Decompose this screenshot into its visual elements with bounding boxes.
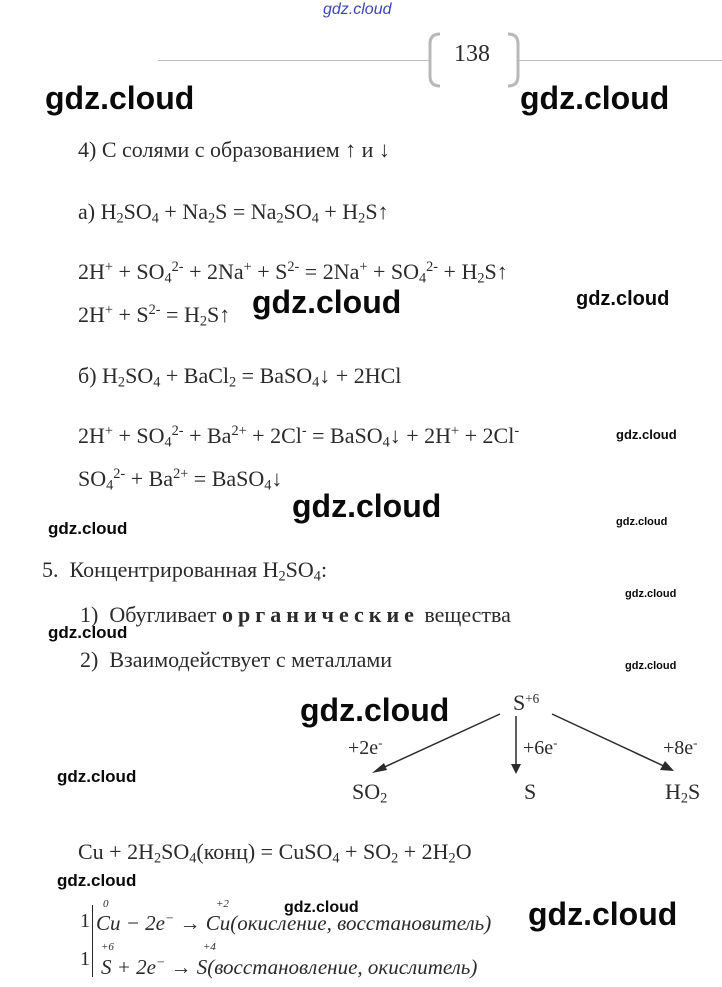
- item5-point1: 1) Обугливает органические вещества: [80, 602, 511, 627]
- balance-coef-2: 1: [80, 948, 90, 970]
- item5-heading: 5. Концентрированная $H_2SO_4$:: [42, 557, 328, 585]
- diagram-right-electrons: +8e-: [663, 734, 698, 759]
- diagram-mid-product: S: [524, 779, 537, 804]
- watermark: gdz.cloud: [300, 692, 450, 728]
- diagram-left-product: $SO_2$: [352, 779, 388, 807]
- header-rule-right: [518, 60, 722, 61]
- equation-b-molecular: б) $H_2SO_4$ + BaCl$_2$ = BaSO$_4$↓ + 2HCl: [78, 363, 402, 391]
- balance-line2: S + 2e− → S(восстановление, окислитель): [101, 954, 478, 979]
- balance-divider: [92, 905, 93, 977]
- watermark: gdz.cloud: [284, 899, 359, 916]
- watermark: gdz.cloud: [576, 288, 670, 310]
- diagram-right-product: $H_2S$: [665, 779, 701, 807]
- watermark: gdz.cloud: [520, 80, 670, 116]
- watermark: gdz.cloud: [45, 80, 195, 116]
- watermark: gdz.cloud: [625, 588, 677, 600]
- item5-point2: 2) Взаимодействует с металлами: [80, 647, 393, 672]
- balance-line1: Cu − 2e− → Cu(окисление, восстановитель): [96, 910, 492, 935]
- balance-line2-ox2: +4: [203, 941, 216, 953]
- balance-line1-ox2: +2: [216, 898, 229, 910]
- page-number: 138: [454, 41, 490, 67]
- watermark: gdz.cloud: [625, 660, 677, 672]
- header-rule-left: [158, 60, 430, 61]
- item4-heading: 4) С солями с образованием ↑ и ↓: [78, 137, 390, 162]
- watermark: gdz.cloud: [292, 488, 442, 524]
- watermark: gdz.cloud: [528, 896, 678, 932]
- balance-line1-ox1: 0: [103, 898, 109, 910]
- watermark: gdz.cloud: [252, 284, 402, 320]
- diagram-top-species: $S^{+6}$: [513, 690, 540, 715]
- watermark: gdz.cloud: [48, 623, 128, 642]
- balance-line2-ox1: +6: [101, 941, 114, 953]
- diagram-left-electrons: +2e-: [348, 734, 383, 759]
- equation-b-full-ionic: $2H^+ + SO_4^{2-} + Ba^{2+} + 2Cl^-$ = BaSO$_4$↓ + 2H+ + 2Cl-: [78, 423, 520, 451]
- watermark-top: gdz.cloud: [323, 1, 392, 18]
- equation-a-molecular: а) $H_2SO_4 + Na_2S = Na_2SO_4$ + $H_2S↑$: [78, 199, 389, 227]
- watermark: gdz.cloud: [616, 427, 677, 442]
- equation-b-short-ionic: $SO_4^{2-} + Ba^{2+}$ = BaSO$_4$↓: [78, 466, 283, 494]
- watermark: gdz.cloud: [616, 516, 668, 528]
- watermark: gdz.cloud: [57, 871, 137, 890]
- equation-cu-reaction: $Cu + 2H_2SO_4(конц)$ = CuSO$_4$ + $SO_2 + 2H_2O$: [78, 839, 472, 867]
- equation-a-short-ionic: $2H^+ + S^{2-}$ = $H_2S↑$: [78, 302, 231, 330]
- balance-coef-1: 1: [80, 910, 90, 932]
- watermark: gdz.cloud: [57, 767, 137, 786]
- equation-a-full-ionic: $2H^+ + SO_4^{2-} + 2Na^+ + S^{2-} = 2Na^+ + SO_4^{2-}$ + $H_2S↑$: [78, 259, 508, 287]
- diagram-mid-electrons: +6e-: [523, 734, 558, 759]
- watermark: gdz.cloud: [48, 519, 128, 538]
